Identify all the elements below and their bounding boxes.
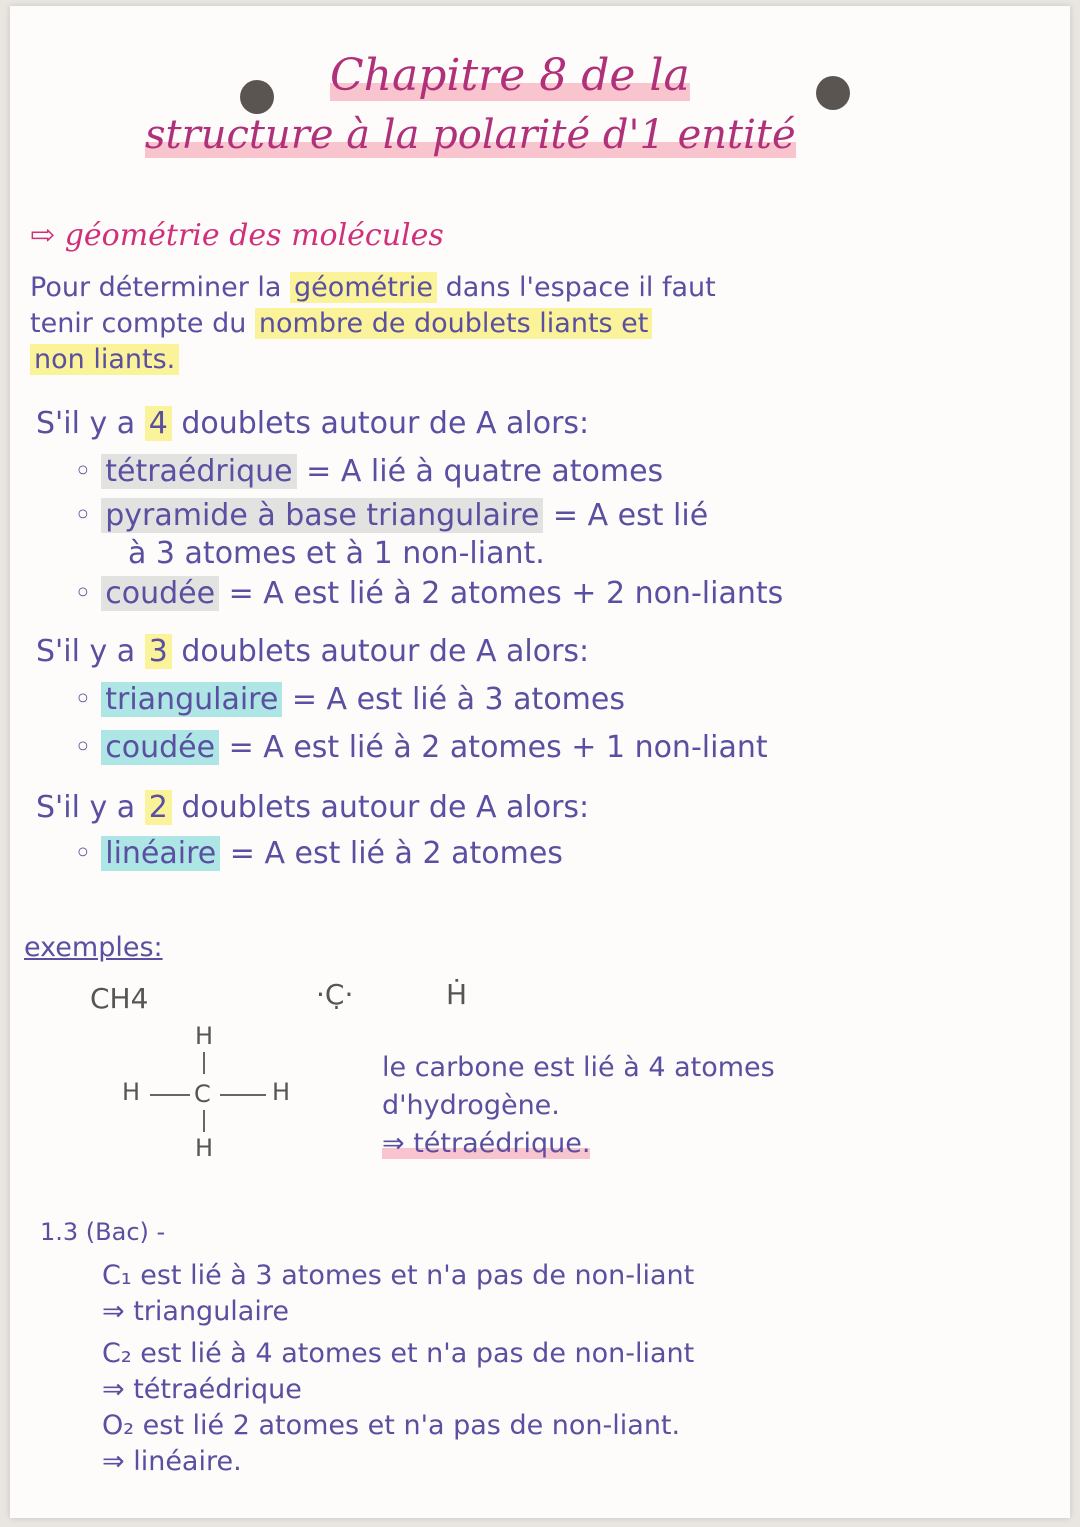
- punch-hole-left: [240, 80, 274, 114]
- case4-item-pyramide: ◦ pyramide à base triangulaire = A est lié: [74, 498, 709, 533]
- example-explain-2: d'hydrogène.: [382, 1090, 560, 1121]
- lewis-hydrogen: Ḣ: [446, 978, 468, 1011]
- bac-line-2: ⇒ triangulaire: [102, 1296, 289, 1327]
- page-title-line1: Chapitre 8 de la: [330, 50, 690, 101]
- example-explain-1: le carbone est lié à 4 atomes: [382, 1052, 775, 1083]
- example-explain-3: ⇒ tétraédrique.: [382, 1128, 591, 1159]
- case3-item-triangulaire: ◦ triangulaire = A est lié à 3 atomes: [74, 682, 625, 717]
- intro-line-3: non liants.: [30, 344, 179, 375]
- intro-line-1: Pour déterminer la géométrie dans l'espace il faut: [30, 272, 716, 303]
- lewis-carbon: ·C̣·: [316, 978, 354, 1011]
- struct-c-center: C: [194, 1080, 211, 1108]
- bac-line-1: C₁ est lié à 3 atomes et n'a pas de non-liant: [102, 1260, 695, 1291]
- bac-heading: 1.3 (Bac) -: [40, 1218, 166, 1246]
- bond-top: [203, 1052, 205, 1074]
- bac-line-5: O₂ est lié 2 atomes et n'a pas de non-liant.: [102, 1410, 681, 1441]
- page-title-line2: structure à la polarité d'1 entité: [145, 112, 796, 158]
- case2-item-lineaire: ◦ linéaire = A est lié à 2 atomes: [74, 836, 563, 871]
- examples-heading: exemples:: [24, 932, 163, 963]
- punch-hole-right: [816, 76, 850, 110]
- case4-item-pyramide-cont: à 3 atomes et à 1 non-liant.: [128, 536, 545, 571]
- struct-h-bottom: H: [195, 1134, 214, 1162]
- section-heading: ⇨ géométrie des molécules: [30, 218, 444, 253]
- case4-item-coudee: ◦ coudée = A est lié à 2 atomes + 2 non-liants: [74, 576, 784, 611]
- bac-line-3: C₂ est lié à 4 atomes et n'a pas de non-liant: [102, 1338, 695, 1369]
- intro-line-2: tenir compte du nombre de doublets liants et: [30, 308, 652, 339]
- case2-lead: S'il y a 2 doublets autour de A alors:: [36, 790, 590, 825]
- notebook-page: [10, 6, 1070, 1518]
- bond-right: [220, 1094, 266, 1096]
- case3-item-coudee: ◦ coudée = A est lié à 2 atomes + 1 non-liant: [74, 730, 768, 765]
- struct-h-left: H: [122, 1078, 141, 1106]
- case4-lead: S'il y a 4 doublets autour de A alors:: [36, 406, 590, 441]
- bond-bottom: [203, 1110, 205, 1132]
- case3-lead: S'il y a 3 doublets autour de A alors:: [36, 634, 590, 669]
- struct-h-top: H: [195, 1022, 214, 1050]
- examples-formula: CH4: [90, 982, 149, 1015]
- case4-item-tetraedrique: ◦ tétraédrique = A lié à quatre atomes: [74, 454, 664, 489]
- bac-line-4: ⇒ tétraédrique: [102, 1374, 302, 1405]
- bac-line-6: ⇒ linéaire.: [102, 1446, 242, 1477]
- struct-h-right: H: [272, 1078, 291, 1106]
- arrow-icon: ⇨: [30, 218, 56, 253]
- bond-left: [150, 1094, 190, 1096]
